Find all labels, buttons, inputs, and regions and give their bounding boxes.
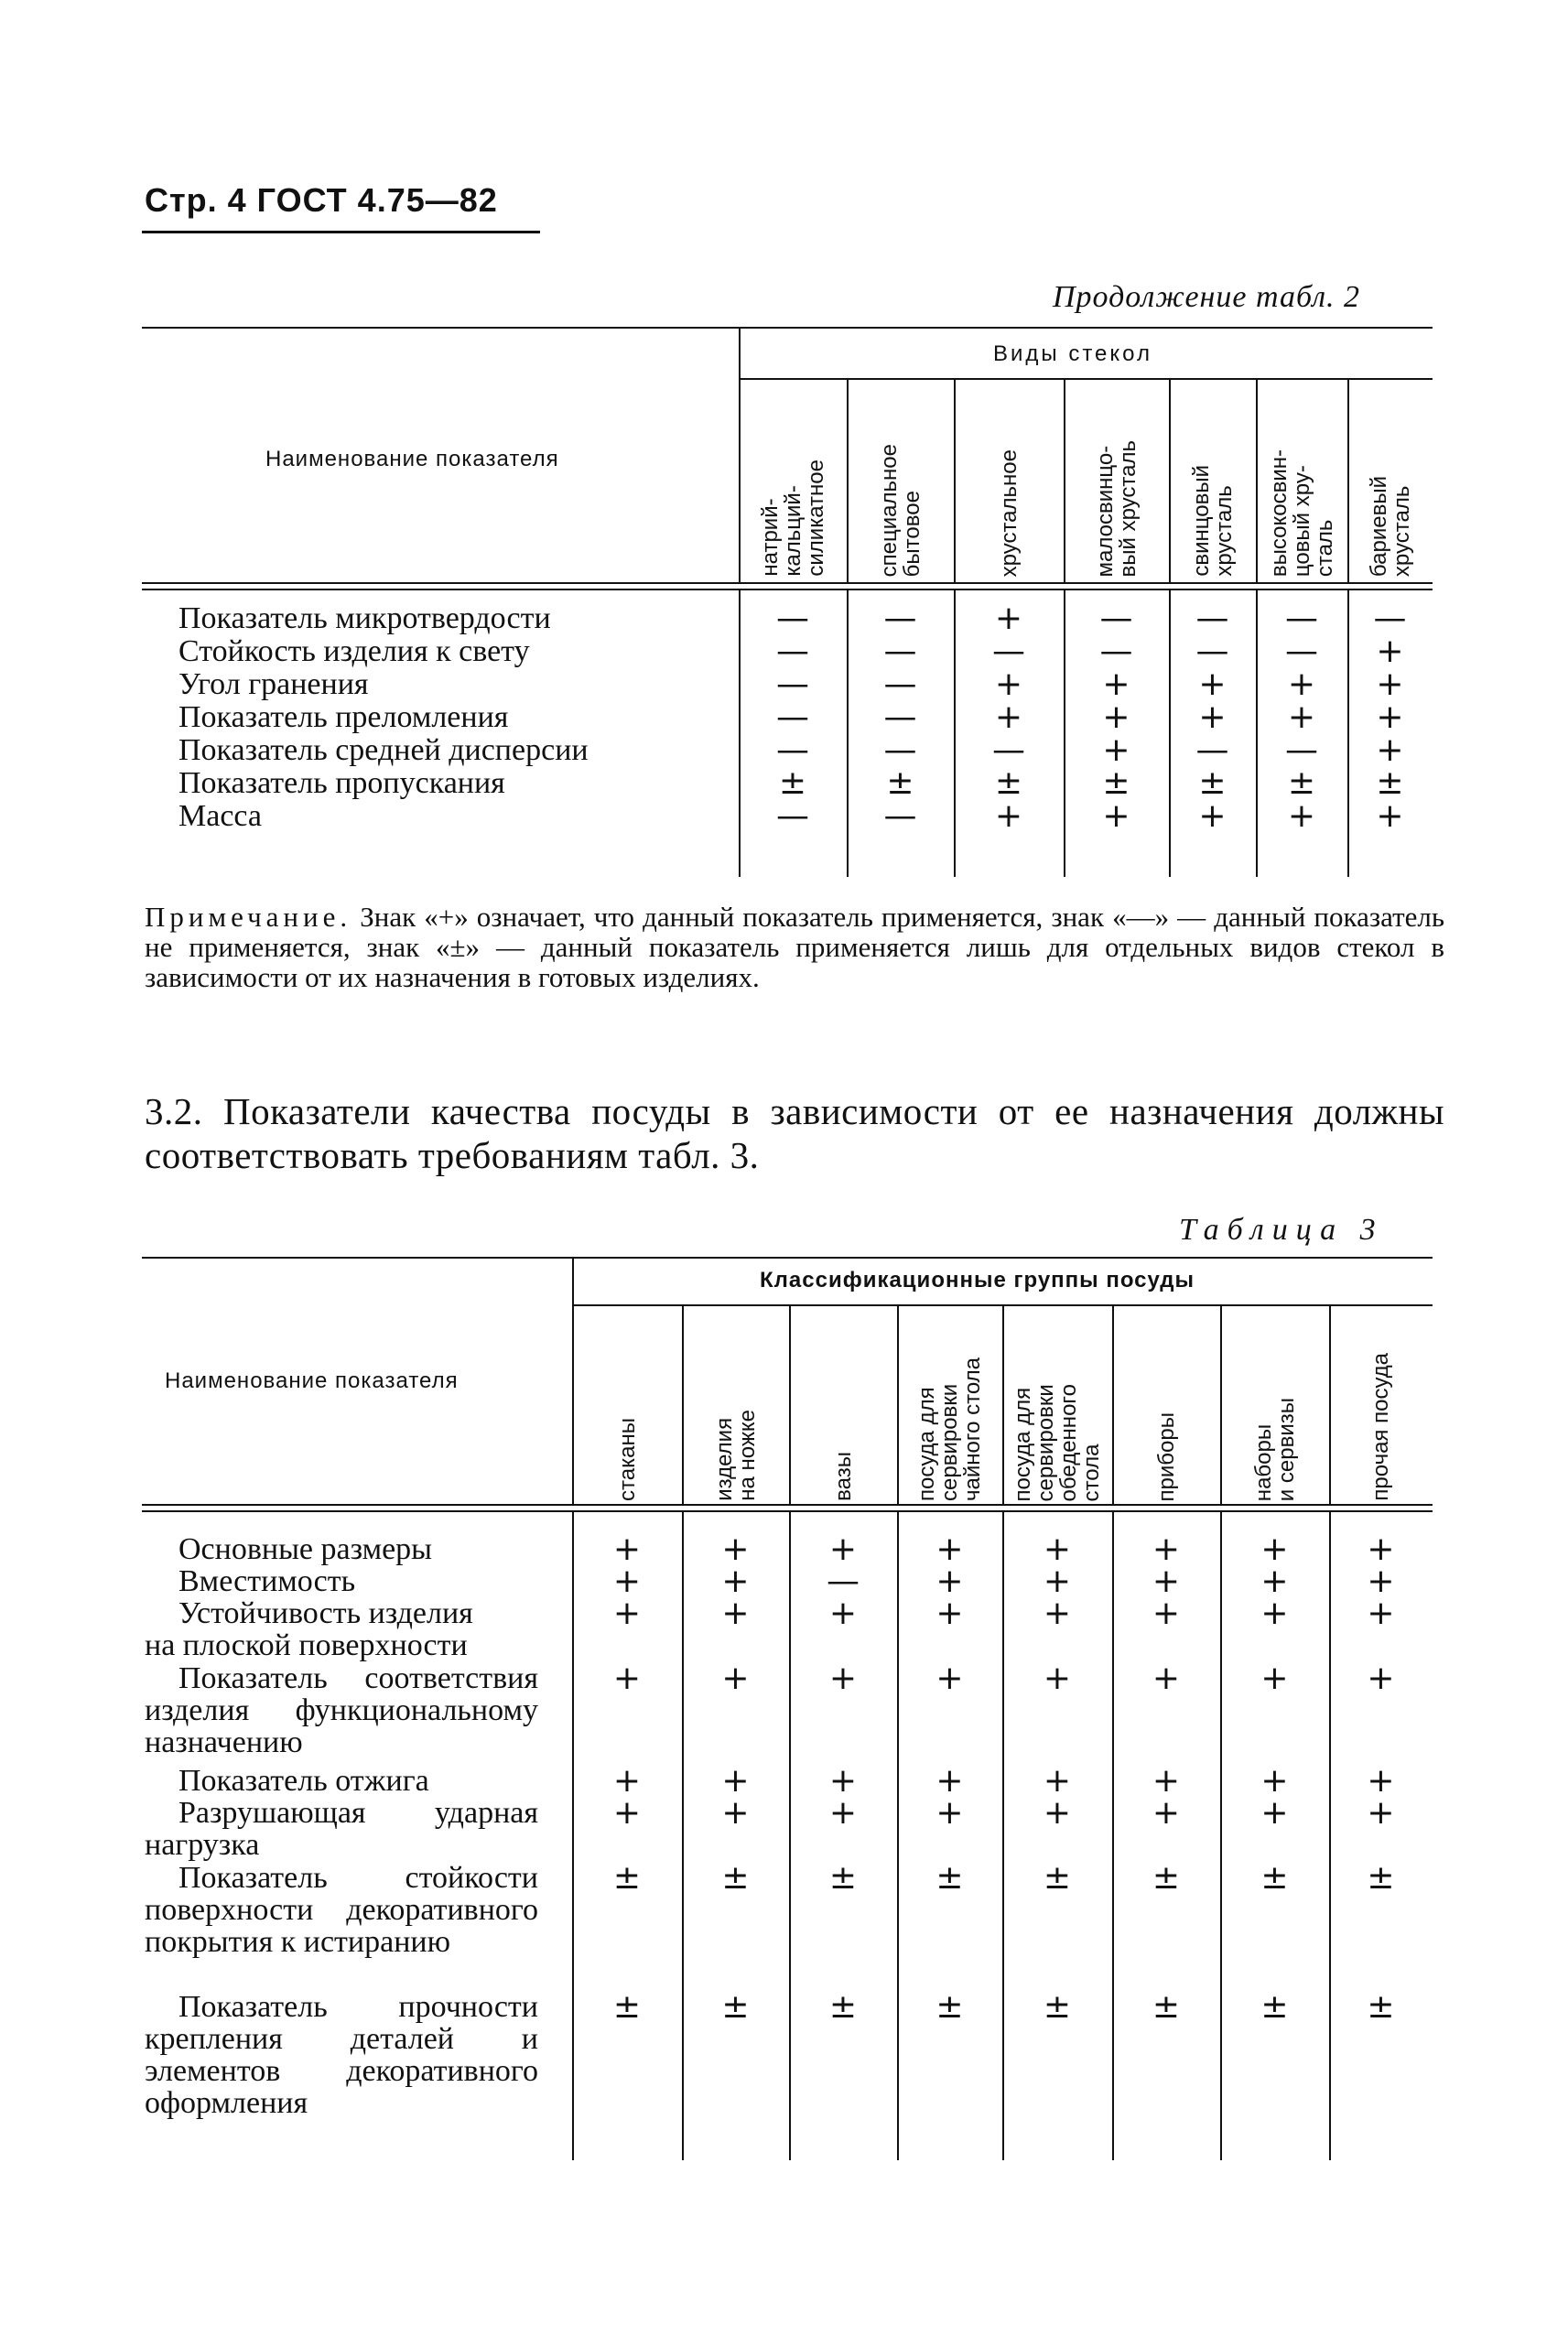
table2-body-divider bbox=[1347, 589, 1349, 877]
table3-body-divider bbox=[682, 1510, 684, 2160]
table3-col-header-text: изделия на ножке bbox=[711, 1410, 760, 1501]
table3-cell-value: + bbox=[1367, 1660, 1395, 1697]
table2-col-header bbox=[954, 384, 1064, 577]
table2-cell-value: — bbox=[776, 665, 809, 703]
table3-cell-value: ± bbox=[828, 1859, 858, 1897]
table2-cell-value: ± bbox=[1376, 764, 1404, 802]
table2-cell-value: — bbox=[883, 797, 917, 835]
table3-cell-value: + bbox=[935, 1794, 964, 1832]
table2-cell-value: — bbox=[1195, 633, 1229, 670]
table3-cell-value: + bbox=[1367, 1563, 1395, 1600]
table3-cell-value: ± bbox=[1367, 1859, 1395, 1897]
table3-cell-value: + bbox=[828, 1530, 858, 1568]
table3-group-header: Классификационные группы посуды bbox=[760, 1268, 1195, 1292]
table2-row-label: Показатель пропускания bbox=[178, 766, 505, 800]
table3-col-header-text: прочая посуда bbox=[1368, 1353, 1393, 1501]
table3-cell-value: ± bbox=[1367, 1988, 1395, 2026]
table3-cell-value: + bbox=[935, 1660, 964, 1697]
table2-header-rule bbox=[142, 582, 1433, 584]
table3-cell-value: + bbox=[1260, 1595, 1289, 1632]
table2-cell-value: — bbox=[1285, 600, 1318, 637]
table2-top-rule bbox=[142, 327, 1433, 329]
table2-col-header-text: свинцовый хрусталь bbox=[1188, 465, 1237, 577]
table3-cell-value: ± bbox=[1043, 1859, 1072, 1897]
table3-col-header bbox=[682, 1309, 789, 1501]
table2-cell-value: — bbox=[776, 731, 809, 769]
table3-cell-value: + bbox=[1043, 1563, 1072, 1600]
table2-cell-value: — bbox=[883, 698, 917, 736]
table2-row-label: Масса bbox=[178, 799, 263, 833]
table2-cell-value: — bbox=[992, 633, 1025, 670]
table2-note bbox=[145, 902, 1444, 992]
table3-cell-value: + bbox=[1152, 1794, 1181, 1832]
table3-cell-value: + bbox=[1260, 1660, 1289, 1697]
table3-cell-value: ± bbox=[935, 1988, 964, 2026]
table2-cell-value: — bbox=[776, 633, 809, 670]
table2-cell-value: + bbox=[1376, 633, 1404, 670]
table3-col-header bbox=[897, 1309, 1002, 1501]
table2-cell-value: + bbox=[1287, 698, 1316, 736]
table3-body-divider bbox=[897, 1510, 899, 2160]
table3-cell-value: + bbox=[1367, 1530, 1395, 1568]
table3-cell-value: ± bbox=[721, 1988, 750, 2026]
table3-cell-value: + bbox=[935, 1595, 964, 1632]
table3-header-rule bbox=[142, 1504, 1433, 1506]
table2-cell-value: + bbox=[1198, 665, 1227, 703]
table2-name-header: Наименование показателя bbox=[265, 447, 559, 471]
table3-cell-value: + bbox=[612, 1595, 642, 1632]
table3-cell-value: ± bbox=[1260, 1859, 1289, 1897]
table3-col-header-text: наборы и сервизы bbox=[1250, 1397, 1299, 1501]
table3-row-label: Устойчивость изделия на плоской поверхности bbox=[145, 1596, 473, 1662]
table3-cell-value: + bbox=[1152, 1762, 1181, 1800]
table3-cell-value: + bbox=[935, 1530, 964, 1568]
table3-body-divider bbox=[1329, 1510, 1331, 2160]
table3-cell-value: + bbox=[828, 1762, 858, 1800]
table3-cell-value: + bbox=[828, 1660, 858, 1697]
table3-cell-value: ± bbox=[828, 1988, 858, 2026]
note-lead: Примечание. bbox=[145, 901, 352, 933]
table2-cell-value: + bbox=[1376, 797, 1404, 835]
table2-row-label: Показатель микротвердости bbox=[178, 601, 551, 635]
table3-col-header-text: приборы bbox=[1153, 1411, 1179, 1501]
table2-group-rule bbox=[739, 378, 1433, 380]
table2-cell-value: + bbox=[1102, 665, 1130, 703]
table2-cell-value: — bbox=[1285, 633, 1318, 670]
table3-cell-value: + bbox=[612, 1530, 642, 1568]
table3-col-header bbox=[572, 1309, 682, 1501]
table2-body-divider bbox=[847, 589, 849, 877]
table3-col-header bbox=[1329, 1309, 1433, 1501]
table3-cell-value: + bbox=[828, 1794, 858, 1832]
table3-body-divider bbox=[1112, 1510, 1114, 2160]
page-header: Стр. 4 ГОСТ 4.75—82 bbox=[145, 181, 498, 219]
table2-col-header-text: хрустальное bbox=[996, 449, 1022, 577]
table2-col-header bbox=[739, 384, 847, 577]
table3-top-rule bbox=[142, 1257, 1433, 1259]
table3-body-divider bbox=[572, 1510, 574, 2160]
table2-cell-value: + bbox=[994, 797, 1023, 835]
table2-body-divider bbox=[954, 589, 956, 877]
table2-cell-value: + bbox=[1198, 698, 1227, 736]
table2-row-label: Стойкость изделия к свету bbox=[178, 634, 530, 668]
table3-body-divider bbox=[789, 1510, 791, 2160]
table3-header-rule-2 bbox=[142, 1510, 1433, 1512]
table2-col-header bbox=[1347, 384, 1433, 577]
table2-cell-value: + bbox=[1376, 731, 1404, 769]
table3-row-label: Показатель стойкости поверхности декоративного покрытия к истиранию bbox=[145, 1861, 538, 1959]
table3-row-label: Разрушающая ударная нагрузка bbox=[145, 1796, 538, 1862]
table3-cell-value: + bbox=[1152, 1660, 1181, 1697]
table3-row-label: Основные размеры bbox=[178, 1532, 433, 1566]
table2-cell-value: — bbox=[1195, 600, 1229, 637]
table3-col-header bbox=[1002, 1309, 1112, 1501]
table2-cell-value: — bbox=[1195, 731, 1229, 769]
table3-cell-value: + bbox=[721, 1762, 750, 1800]
table3-cell-value: — bbox=[827, 1563, 860, 1600]
table3-cell-value: ± bbox=[612, 1859, 642, 1897]
table3-cell-value: + bbox=[1260, 1530, 1289, 1568]
table3-cell-value: + bbox=[1367, 1762, 1395, 1800]
table3-cell-value: + bbox=[1043, 1595, 1072, 1632]
table3-cell-value: + bbox=[1152, 1563, 1181, 1600]
table2-col-header bbox=[1169, 384, 1256, 577]
table2-cell-value: — bbox=[1373, 600, 1407, 637]
table2-cell-value: — bbox=[1099, 600, 1133, 637]
table3-cell-value: ± bbox=[1152, 1859, 1181, 1897]
table2-cell-value: + bbox=[1198, 797, 1227, 835]
table2-cell-value: + bbox=[1376, 698, 1404, 736]
table2-cell-value: — bbox=[776, 797, 809, 835]
table2-col-header-text: малосвинцо- вый хрусталь bbox=[1092, 439, 1141, 577]
table2-col-header-text: высокосвин- цовый хру- сталь bbox=[1266, 449, 1337, 577]
table3-cell-value: + bbox=[1152, 1530, 1181, 1568]
table3-cell-value: ± bbox=[935, 1859, 964, 1897]
table3-cell-value: ± bbox=[1152, 1988, 1181, 2026]
table3-cell-value: + bbox=[828, 1595, 858, 1632]
table2-cell-value: — bbox=[883, 633, 917, 670]
table2-cell-value: — bbox=[1285, 731, 1318, 769]
table2-cell-value: — bbox=[776, 600, 809, 637]
table2-cell-value: + bbox=[1287, 797, 1316, 835]
table3-body-divider bbox=[1220, 1510, 1222, 2160]
table3-cell-value: ± bbox=[1260, 1988, 1289, 2026]
table3-body-divider bbox=[1002, 1510, 1004, 2160]
table3-cell-value: + bbox=[1043, 1660, 1072, 1697]
table2-body-divider bbox=[1256, 589, 1258, 877]
table2-body-divider bbox=[1064, 589, 1065, 877]
table3-col-header bbox=[789, 1309, 897, 1501]
table3-row-label: Показатель прочности крепления деталей и элементов декоративного оформления bbox=[145, 1990, 538, 2120]
table3-caption: Таблица 3 bbox=[1179, 1213, 1384, 1247]
table3-cell-value: + bbox=[721, 1595, 750, 1632]
table3-cell-value: + bbox=[612, 1762, 642, 1800]
table2-cell-value: ± bbox=[778, 764, 807, 802]
table3-cell-value: + bbox=[612, 1563, 642, 1600]
table3-cell-value: + bbox=[1043, 1762, 1072, 1800]
table2-row-label: Показатель преломления bbox=[178, 700, 509, 734]
table2-cell-value: — bbox=[883, 600, 917, 637]
table2-col-header bbox=[1064, 384, 1169, 577]
table3-row-label: Показатель соответствия изделия функциональному назначению bbox=[145, 1661, 538, 1759]
table3-cell-value: ± bbox=[612, 1988, 642, 2026]
table3-cell-value: + bbox=[612, 1660, 642, 1697]
table2-cell-value: ± bbox=[994, 764, 1023, 802]
table2-cell-value: ± bbox=[1198, 764, 1227, 802]
note-text: Знак «+» означает, что данный показатель применяется, знак «—» — данный показатель не применяется, знак «±» — данный показатель применяется лишь для отдельных видов стекол в зависимости от их назначения в готовых изделиях. bbox=[145, 901, 1444, 993]
table3-cell-value: + bbox=[1367, 1595, 1395, 1632]
table3-cell-value: + bbox=[612, 1794, 642, 1832]
table3-cell-value: + bbox=[721, 1530, 750, 1568]
table2-row-label: Угол гранения bbox=[178, 667, 369, 701]
table3-cell-value: + bbox=[1260, 1563, 1289, 1600]
table2-cell-value: — bbox=[992, 731, 1025, 769]
paragraph-3-2: 3.2. Показатели качества посуды в зависимости от ее назначения должны соответствовать требованиям табл. 3. bbox=[145, 1090, 1444, 1176]
table3-col-header-text: вазы bbox=[830, 1452, 856, 1501]
table2-cell-value: ± bbox=[1287, 764, 1316, 802]
table2-cell-value: — bbox=[776, 698, 809, 736]
table2-header-rule-2 bbox=[142, 589, 1433, 590]
table3-row-label: Показатель отжига bbox=[178, 1764, 429, 1798]
table3-cell-value: + bbox=[1260, 1794, 1289, 1832]
table2-body-divider bbox=[1169, 589, 1171, 877]
table3-cell-value: ± bbox=[1043, 1988, 1072, 2026]
table2-body-divider bbox=[739, 589, 741, 877]
table2-cell-value: + bbox=[1102, 698, 1130, 736]
table2-cell-value: + bbox=[994, 665, 1023, 703]
table2-col-header-text: специальное бытовое bbox=[876, 443, 925, 577]
table2-col-header-text: бариевый хрусталь bbox=[1366, 475, 1414, 577]
table2-cell-value: + bbox=[1102, 731, 1130, 769]
table3-cell-value: + bbox=[1152, 1595, 1181, 1632]
table2-cell-value: + bbox=[994, 698, 1023, 736]
table3-cell-value: + bbox=[1043, 1794, 1072, 1832]
table2-cell-value: + bbox=[1287, 665, 1316, 703]
table2-group-header: Виды стекол bbox=[993, 341, 1152, 366]
table2-cell-value: + bbox=[994, 600, 1023, 637]
table3-name-header: Наименование показателя bbox=[165, 1368, 459, 1393]
table3-col-header-text: посуда для сервировки обеденного стола bbox=[1011, 1383, 1104, 1501]
table2-cell-value: + bbox=[1102, 797, 1130, 835]
table2-cell-value: — bbox=[1099, 633, 1133, 670]
table2-cell-value: — bbox=[883, 731, 917, 769]
table2-cell-value: — bbox=[883, 665, 917, 703]
table3-row-label: Вместимость bbox=[178, 1564, 356, 1598]
table3-cell-value: + bbox=[1260, 1762, 1289, 1800]
table2-col-header bbox=[1256, 384, 1347, 577]
table2-cell-value: ± bbox=[1102, 764, 1130, 802]
table2-row-label: Показатель средней дисперсии bbox=[178, 733, 589, 767]
table3-col-header-text: стаканы bbox=[614, 1418, 640, 1501]
table3-col-header-text: посуда для сервировки чайного стола bbox=[914, 1357, 985, 1501]
header-rule bbox=[142, 231, 540, 233]
table3-cell-value: + bbox=[1043, 1530, 1072, 1568]
table3-col-header bbox=[1220, 1309, 1329, 1501]
table2-continuation-label: Продолжение табл. 2 bbox=[1053, 280, 1361, 314]
table3-cell-value: + bbox=[721, 1794, 750, 1832]
table3-cell-value: + bbox=[721, 1660, 750, 1697]
table2-cell-value: + bbox=[1376, 665, 1404, 703]
table3-cell-value: + bbox=[935, 1563, 964, 1600]
table3-cell-value: + bbox=[1367, 1794, 1395, 1832]
table2-col-header bbox=[847, 384, 954, 577]
table3-cell-value: ± bbox=[721, 1859, 750, 1897]
table3-cell-value: + bbox=[935, 1762, 964, 1800]
table2-cell-value: ± bbox=[886, 764, 914, 802]
table3-cell-value: + bbox=[721, 1563, 750, 1600]
table3-col-header bbox=[1112, 1309, 1220, 1501]
table2-col-header-text: натрий- кальций- силикатное bbox=[757, 460, 828, 577]
